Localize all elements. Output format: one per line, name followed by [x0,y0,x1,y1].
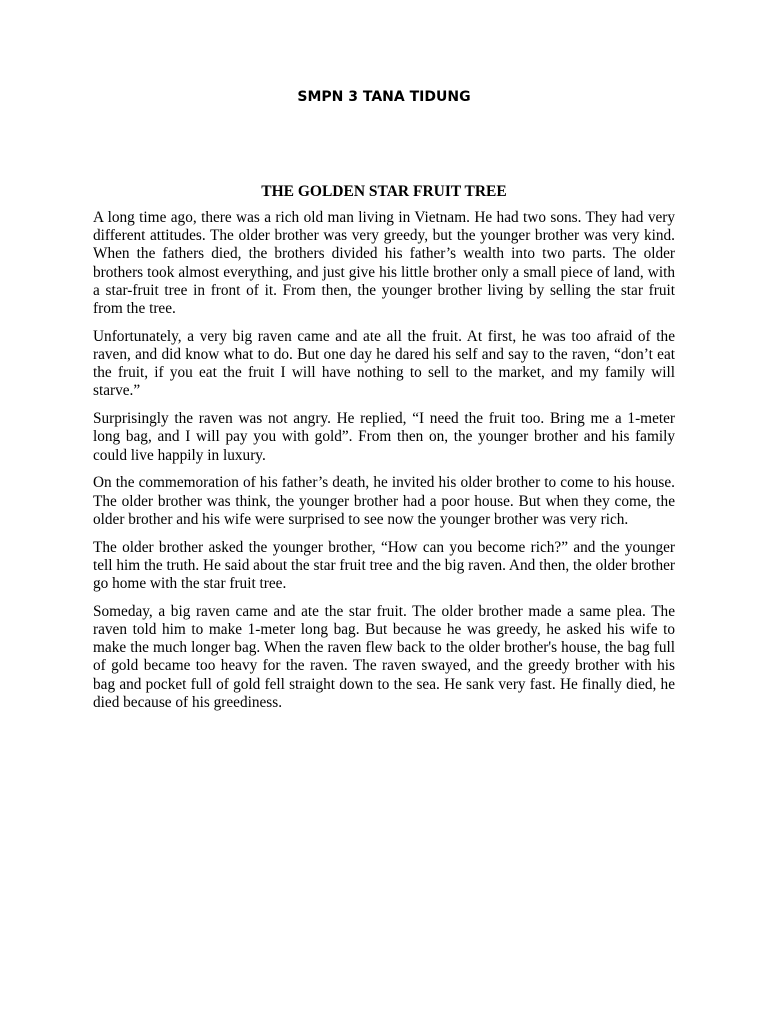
school-name-heading: SMPN 3 TANA TIDUNG [297,89,471,105]
story-body [93,209,675,722]
story-title: THE GOLDEN STAR FRUIT TREE [261,183,507,200]
story-paragraph-5: The older brother asked the younger brother, “How can you become rich?” and the younger tell him the truth. He said about the star fruit tree and the big raven. And then, the older brother go home with the star fruit tree. [93,538,675,593]
story-paragraph-1: A long time ago, there was a rich old man living in Vietnam. He had two sons. They had very different attitudes. The older brother was very greedy, but the younger brother was very kind. When the fathers died, the brothers divided his father’s wealth into two parts. The older brothers took almost everything, and just give his little brother only a small piece of land, with a star-fruit tree in front of it. From then, the younger brother living by selling the star fruit from the tree. [93,209,675,318]
story-paragraph-6: Someday, a big raven came and ate the star fruit. The older brother made a same plea. The raven told him to make 1-meter long bag. But because he was greedy, he asked his wife to make the much longer bag. When the raven flew back to the older brother's house, the bag full of gold became too heavy for the raven. The raven swayed, and the greedy brother with his bag and pocket full of gold fell straight down to the sea. He sank very fast. He finally died, he died because of his greediness. [93,602,675,711]
story-paragraph-4: On the commemoration of his father’s death, he invited his older brother to come to his house. The older brother was think, the younger brother had a poor house. But when they come, the older brother and his wife were surprised to see now the younger brother was very rich. [93,474,675,528]
story-paragraph-3: Surprisingly the raven was not angry. He replied, “I need the fruit too. Bring me a 1-meter long bag, and I will pay you with gold”. From then on, the younger brother and his family could live happily in luxury. [93,410,675,464]
story-paragraph-2: Unfortunately, a very big raven came and ate all the fruit. At first, he was too afraid of the raven, and did know what to do. But one day he dared his self and say to the raven, “don’t eat the fruit, if you eat the fruit I will have nothing to sell to the market, and my family will starve.” [93,327,675,400]
